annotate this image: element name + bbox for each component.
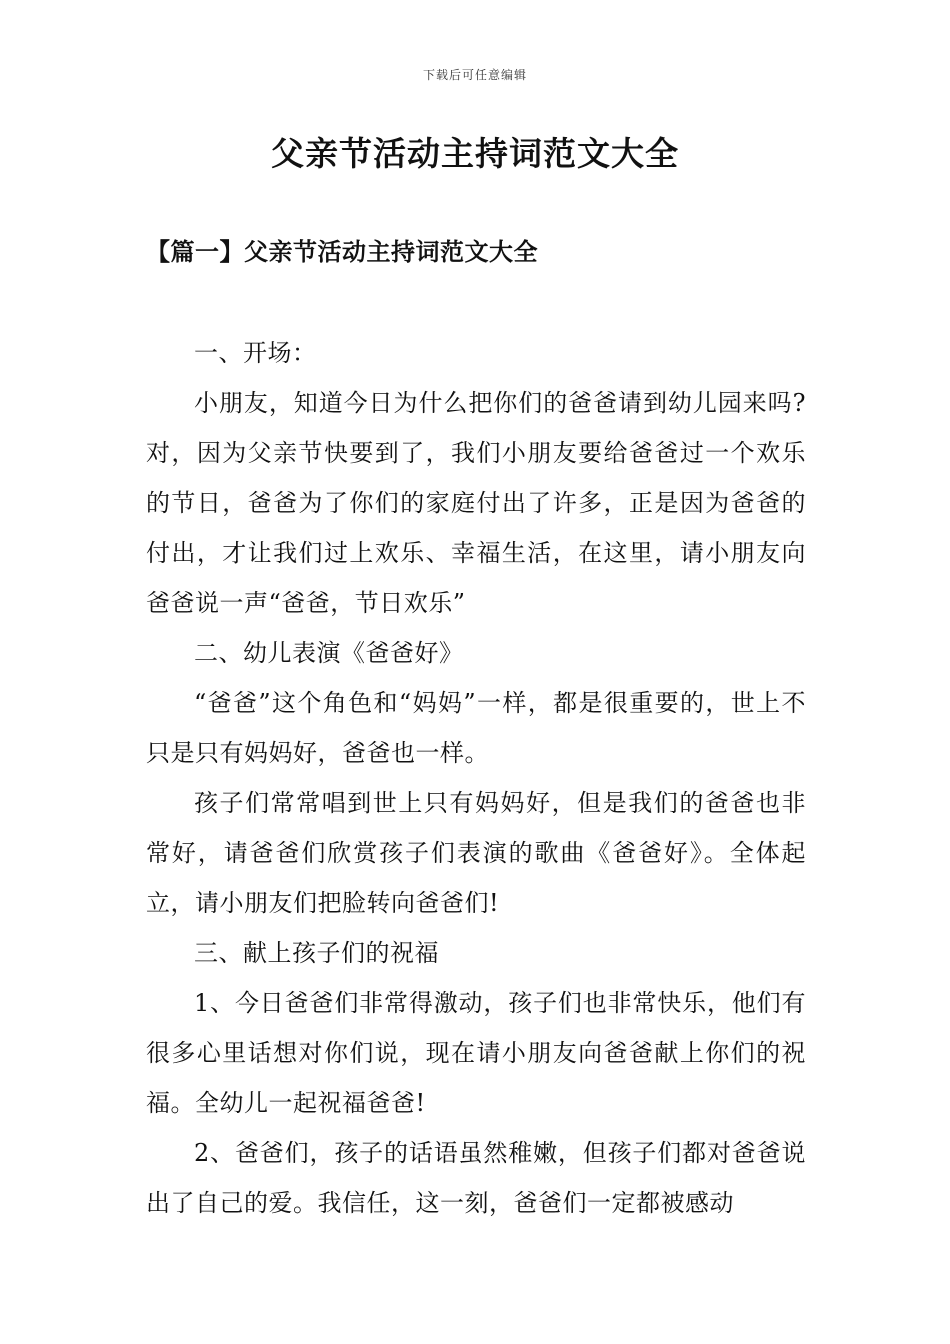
paragraph-performance-heading: 二、幼儿表演《爸爸好》 [194, 639, 464, 667]
paragraph-blessing-heading: 三、献上孩子们的祝福 [194, 939, 439, 967]
section-title: 【篇一】父亲节活动主持词范文大全 [146, 237, 538, 266]
paragraph-opening-heading: 一、开场： [194, 339, 317, 367]
header-note: 下载后可任意编辑 [422, 68, 527, 82]
paragraph-song-intro: 孩子们常常唱到世上只有妈妈好，但是我们的爸爸也非常好，请爸爸们欣赏孩子们表演的歌曲《爸爸好》。全体起立，请小朋友们把脸转向爸爸们! [146, 789, 806, 917]
paragraph-opening: 小朋友，知道今日为什么把你们的爸爸请到幼儿园来吗?对，因为父亲节快要到了，我们小朋友要给爸爸过一个欢乐的节日，爸爸为了你们的家庭付出了许多，正是因为爸爸的付出，才让我们过上欢乐、幸福生活，在这里，请小朋友向爸爸说一声“爸爸，节日欢乐” [146, 389, 806, 617]
paragraph-dad-role: “爸爸”这个角色和“妈妈”一样，都是很重要的，世上不只是只有妈妈好，爸爸也一样。 [146, 689, 806, 767]
document-title: 父亲节活动主持词范文大全 [271, 134, 679, 173]
body-text [146, 328, 806, 1228]
paragraph-blessing-1: 1、今日爸爸们非常得激动，孩子们也非常快乐，他们有很多心里话想对你们说，现在请小朋友向爸爸献上你们的祝福。全幼儿一起祝福爸爸! [146, 989, 806, 1117]
paragraph-blessing-2: 2、爸爸们，孩子的话语虽然稚嫩，但孩子们都对爸爸说出了自己的爱。我信任，这一刻，爸爸们一定都被感动 [146, 1139, 806, 1217]
